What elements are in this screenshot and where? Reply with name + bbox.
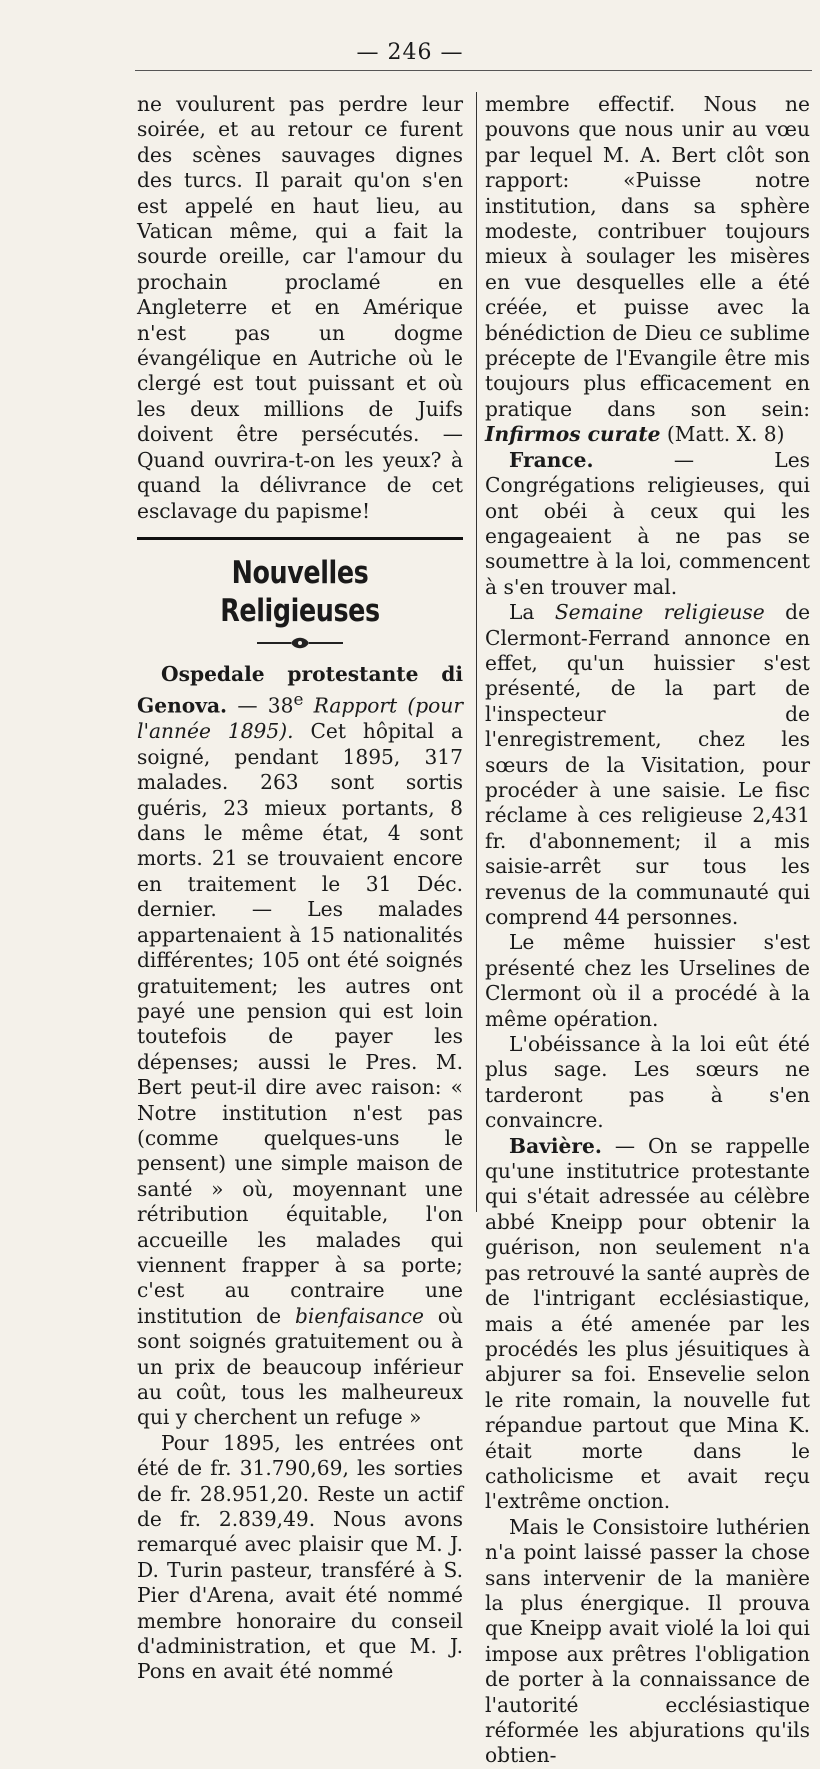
- right-paragraph-4: Le même huissier s'est présenté chez les Urselines de Clermont où il a procédé à la même opération.: [485, 930, 810, 1031]
- para1-text: membre effectif. Nous ne pouvons que nous unir au vœu par lequel M. A. Bert clôt son rapport: «Puisse notre institution, dans sa sphère modeste, contribuer toujours mieux à soulager les misères en vue desquelles elle a été créée, et puisse avec la bénédiction de Dieu ce sublime précepte de l'Evangile être mis toujours plus efficacement en pratique dans son sein:: [485, 92, 810, 421]
- right-paragraph-7: Mais le Consistoire luthérien n'a point laissé passer la chose sans intervenir de la manière la plus énergique. Il prouva que Kneipp avait violé la loi qui impose aux prêtres l'obligation de porter à la connaissance de l'autorité ecclésiastique réformée les abjurations qu'ils obtien-: [485, 1514, 810, 1768]
- baviere-body: — On se rappelle qu'une institutrice protestante qui s'était adressée au célèbre abbé Kneipp pour obtenir la guérison, non seulement n'a pas retrouvé la santé auprès de de l'intrigant ecclésiastique, mais a été amenée par les procédés les plus jésuitiques à abjurer sa foi. Ensevelie selon le rite romain, la nouvelle fut répandue partout que Mina K. était morte dans le catholicisme et avait reçu l'extrême onction.: [485, 1133, 810, 1514]
- para3-pre: La: [509, 600, 555, 625]
- genova-sup: e: [293, 689, 304, 710]
- right-column: [485, 92, 810, 1769]
- genova-paragraph-2: Pour 1895, les entrées ont été de fr. 31.790,69, les sorties de fr. 28.951,20. Reste un actif de fr. 2.839,49. Nous avons remarqué avec plaisir que M. J. D. Turin pasteur, transféré à S. Pier d'Arena, avait été nommé membre honoraire du conseil d'administration, et que M. J. Pons en avait été nommé: [137, 1430, 463, 1684]
- france-body: — Les Congrégations religieuses, qui ont obéi à ceux qui les engageaient à ne pas se soumettre à la loi, commencent à s'en trouver mal.: [485, 447, 810, 599]
- genova-bienfaisance: bienfaisance: [294, 1303, 424, 1328]
- heading-rule: [137, 537, 463, 540]
- para3-title: Semaine religieuse: [554, 600, 765, 625]
- genova-body-end: où sont soignés gratuitement ou à un prix de beaucoup inférieur au coût, tous les malheureux qui y cherchent un refuge »: [137, 1303, 463, 1430]
- genova-title: Ospedale protestante di Genova.: [137, 661, 463, 719]
- intro-paragraph: ne voulurent pas perdre leur soirée, et au retour ce furent des scènes sauvages dignes des turcs. Il parait qu'on s'en est appelé en haut lieu, au Vatican même, qui a fait la sourde oreille, car l'amour du prochain proclamé en Angleterre et en Amérique n'est pas un dogme évangélique en Autriche où le clergé est tout puissant et où les deux millions de Juifs doivent être persécutés. — Quand ouvrira-t-on les yeux? à quand la délivrance de cet esclavage du papisme!: [137, 92, 463, 523]
- right-paragraph-1: [485, 92, 810, 448]
- ornament-divider-icon: [255, 634, 345, 652]
- para1-latin: Infirmos curate: [485, 422, 661, 447]
- section-title: Nouvelles Religieuses: [220, 554, 380, 629]
- left-column: [137, 92, 463, 1685]
- baviere-article: [485, 1134, 810, 1515]
- genova-dash: — 38: [227, 694, 294, 719]
- right-paragraph-3: [485, 600, 810, 930]
- genova-article: [137, 662, 463, 1431]
- top-rule: [135, 70, 812, 71]
- france-title: France.: [509, 447, 594, 472]
- france-article: [485, 448, 810, 600]
- column-divider: [476, 92, 477, 1212]
- para3-body: de Clermont-Ferrand annonce en effet, qu'un huissier s'est présenté, de la part de l'inspecteur de l'enregistrement, chez les sœurs de la Visitation, pour procéder à une saisie. Le fisc réclame à ces religieuse 2,431 fr. d'abonnement; il a mis saisie-arrêt sur tous les revenus de la communauté qui comprend 44 personnes.: [485, 600, 811, 929]
- page-number: — 246 —: [356, 40, 464, 65]
- right-paragraph-5: L'obéissance à la loi eût été plus sage. Les sœurs ne tarderont pas à s'en convaincre.: [485, 1032, 810, 1133]
- baviere-title: Bavière.: [509, 1133, 602, 1158]
- genova-body: Cet hôpital a soigné, pendant 1895, 317 malades. 263 sont sortis guéris, 23 mieux portants, 8 dans le même état, 4 sont morts. 21 se trouvaient encore en traitement le 31 Déc. dernier. — Les malades appartenaient à 15 nationalités différentes; 105 ont été soignés gratuitement; les autres ont payé une pension qui est loin toutefois de payer les dépenses; aussi le Pres. M. Bert peut-il dire avec raison: « Notre institution n'est pas (comme quelques-uns le pensent) une simple maison de santé » où, moyennant une rétribution équitable, l'on accueille les malades qui viennent frapper à sa porte; c'est au contraire une institution de: [137, 719, 464, 1328]
- para1-ref: (Matt. X. 8): [660, 422, 785, 447]
- genova-report: Rapport (pour l'année 1895).: [137, 694, 463, 744]
